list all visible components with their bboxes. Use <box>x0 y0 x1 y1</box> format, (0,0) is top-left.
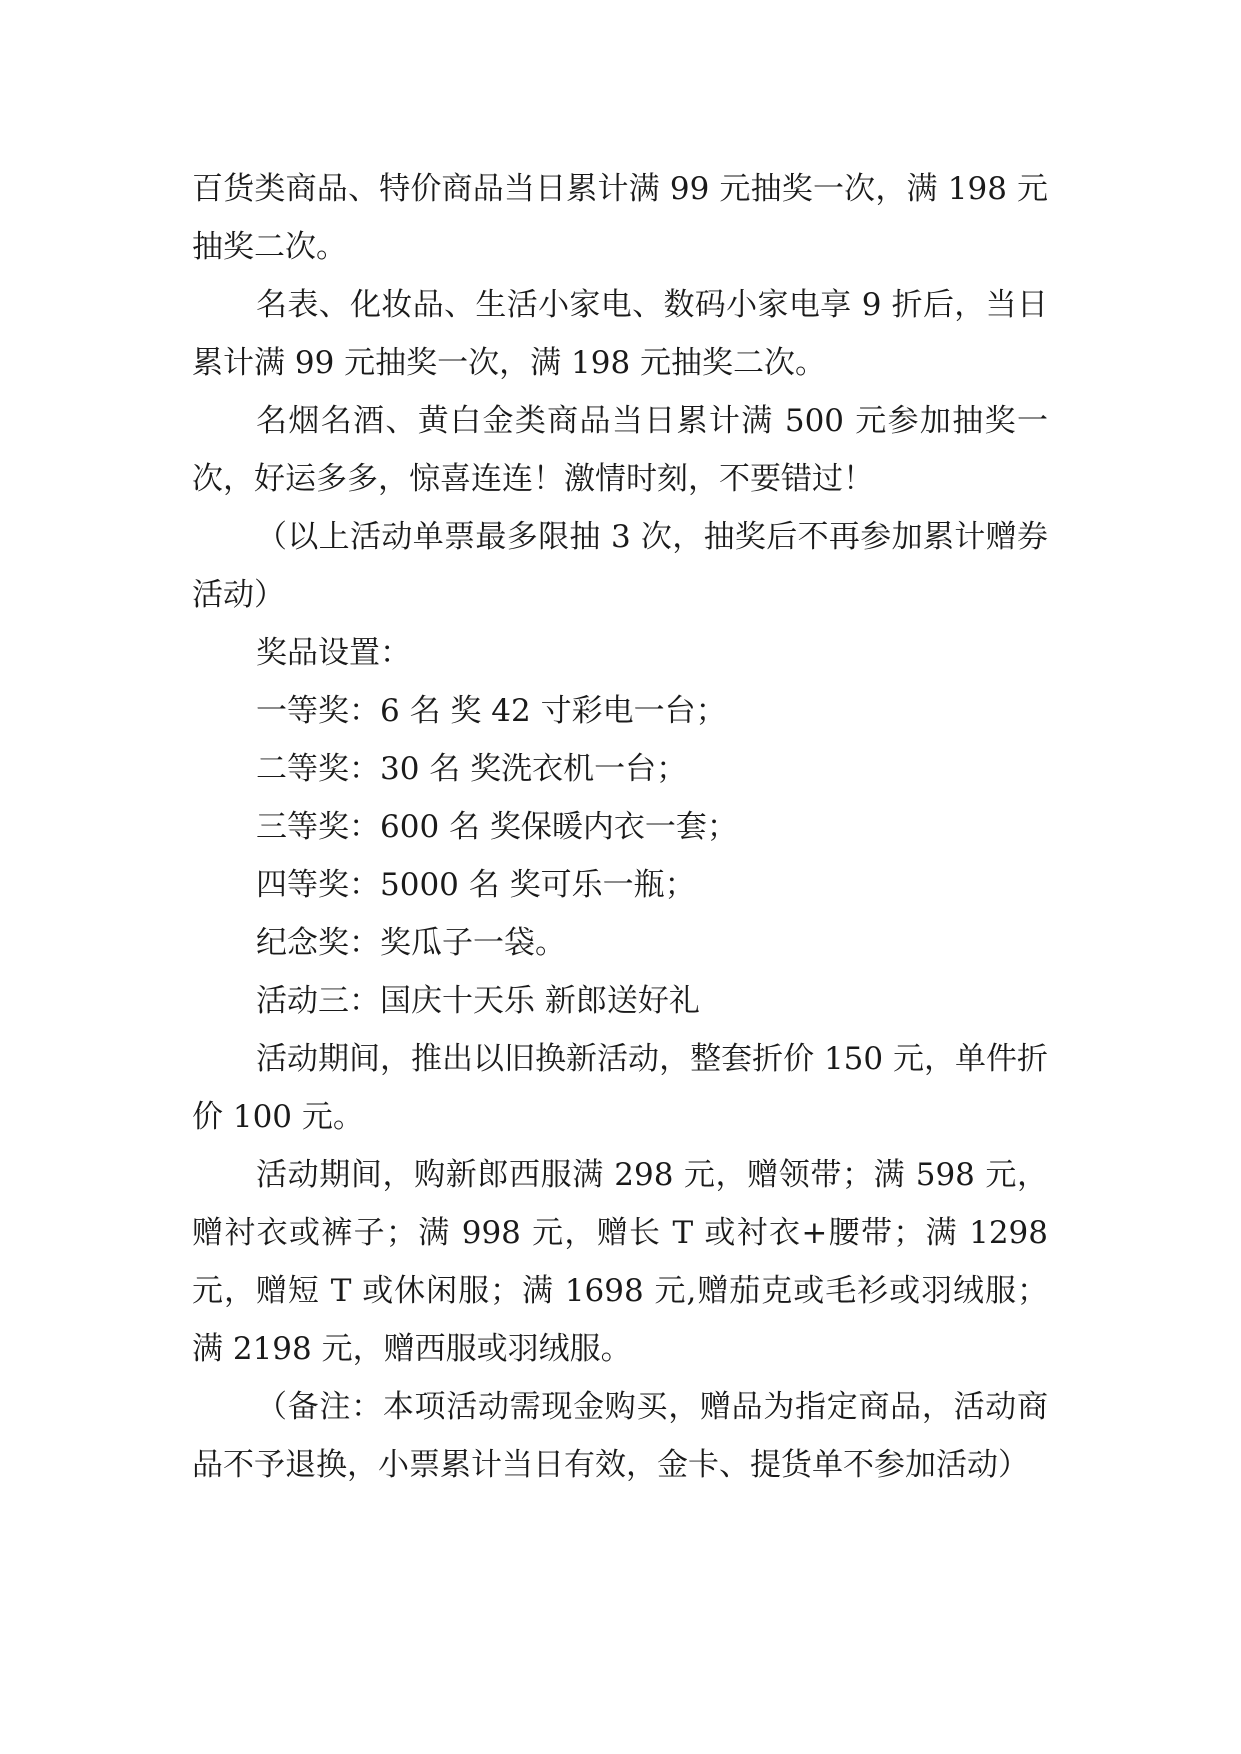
document-body <box>192 160 1048 1494</box>
prize-fourth: 四等奖：5000 名 奖可乐一瓶； <box>256 867 696 903</box>
paragraph-watches-cosmetics: 名表、化妆品、生活小家电、数码小家电享 9 折后，当日累计满 99 元抽奖一次，满 198 元抽奖二次。 <box>192 287 1048 381</box>
paragraph-suit-gifts: 活动期间，购新郎西服满 298 元，赠领带；满 598 元，赠衬衣或裤子；满 998 元，赠长 T 或衬衣+腰带；满 1298 元，赠短 T 或休闲服；满 1698 元,赠茄克或毛衫或羽绒服；满 2198 元，赠西服或羽绒服。 <box>192 1157 1048 1367</box>
paragraph-tobacco-gold: 名烟名酒、黄白金类商品当日累计满 500 元参加抽奖一次，好运多多，惊喜连连！激情时刻，不要错过！ <box>192 403 1048 497</box>
prizes-heading: 奖品设置： <box>256 635 411 671</box>
prize-souvenir: 纪念奖：奖瓜子一袋。 <box>256 925 566 961</box>
paragraph-remarks: （备注：本项活动需现金购买，赠品为指定商品，活动商品不予退换，小票累计当日有效，金卡、提货单不参加活动） <box>192 1389 1048 1483</box>
paragraph-general-goods: 百货类商品、特价商品当日累计满 99 元抽奖一次，满 198 元抽奖二次。 <box>192 171 1048 265</box>
prize-third: 三等奖：600 名 奖保暖内衣一套； <box>256 809 738 845</box>
prize-second: 二等奖：30 名 奖洗衣机一台； <box>256 751 688 787</box>
paragraph-lottery-limit-note: （以上活动单票最多限抽 3 次，抽奖后不再参加累计赠券活动） <box>192 519 1048 613</box>
prize-first: 一等奖：6 名 奖 42 寸彩电一台； <box>256 693 727 729</box>
activity-three-heading: 活动三：国庆十天乐 新郎送好礼 <box>256 983 700 1019</box>
paragraph-trade-in: 活动期间，推出以旧换新活动，整套折价 150 元，单件折价 100 元。 <box>192 1041 1048 1135</box>
